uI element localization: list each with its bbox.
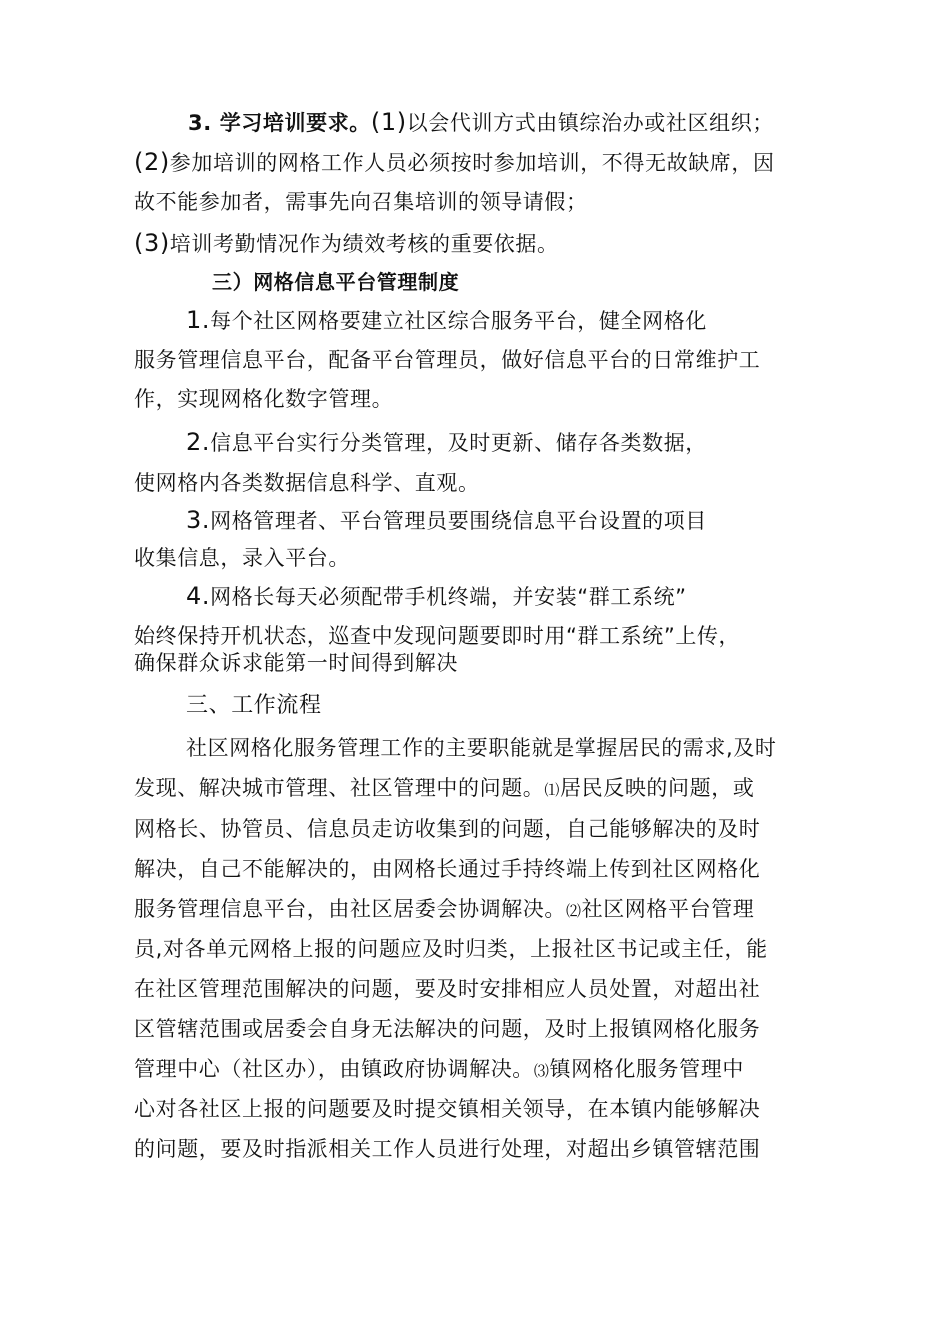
paragraph-text: 发现、解决城市管理、社区管理中的问题。	[134, 776, 545, 800]
workflow-line-4: 解决，自己不能解决的，由网格长通过手持终端上传到社区网格化	[134, 857, 761, 881]
item-number: 1.	[186, 306, 211, 334]
section-heading: 三、工作流程	[186, 693, 322, 718]
platform-item-1-line-1	[186, 306, 707, 335]
paragraph-text: 居民反映的问题，或	[560, 776, 755, 800]
paragraph-text: 培训考勤情况作为绩效考核的重要依据。	[169, 232, 559, 256]
platform-item-1-line-3: 作，实现网格化数字管理。	[134, 387, 394, 411]
item-marker: ⑶	[533, 1062, 550, 1080]
section-heading: 三）网格信息平台管理制度	[212, 270, 460, 294]
paragraph-text: 以会代训方式由镇综治办或社区组织；	[406, 111, 774, 135]
paragraph-text: 每个社区网格要建立社区综合服务平台，健全网格化	[210, 309, 707, 333]
paragraph-text: 管理中心（社区办），由镇政府协调解决。	[134, 1057, 534, 1081]
platform-item-2-line-2: 使网格内各类数据信息科学、直观。	[134, 471, 480, 495]
paragraph-text: 服务管理信息平台，由社区居委会协调解决。	[134, 897, 566, 921]
training-requirements-line-3	[134, 188, 588, 216]
item-marker: ⑵	[566, 902, 582, 920]
workflow-line-3: 网格长、协管员、信息员走访收集到的问题，自己能够解决的及时	[134, 817, 761, 841]
item-number: (2)	[134, 148, 170, 176]
training-requirements-line-2	[134, 148, 775, 177]
paragraph-text: 故不能参加者，需事先向召集培训的领导请假；	[134, 190, 588, 214]
item-number: (3)	[134, 229, 170, 257]
platform-item-3-line-2: 收集信息，录入平台。	[134, 546, 350, 570]
paragraph-text: 参加培训的网格工作人员必须按时参加培训，不得无故缺席，因	[169, 151, 775, 175]
workflow-line-5	[134, 895, 754, 925]
training-requirements-line-4	[134, 229, 559, 258]
training-requirements-line-1	[188, 108, 774, 137]
paragraph-text: 网格长每天必须配带手机终端，并安装“群工系统”	[210, 585, 687, 609]
paragraph-text: 信息平台实行分类管理，及时更新、储存各类数据，	[210, 431, 707, 455]
platform-item-2-line-1	[186, 428, 707, 457]
workflow-line-8: 区管辖范围或居委会自身无法解决的问题，及时上报镇网格化服务	[134, 1017, 761, 1041]
workflow-line-11: 的问题，要及时指派相关工作人员进行处理，对超出乡镇管辖范围	[134, 1137, 761, 1161]
workflow-line-6: 员,对各单元网格上报的问题应及时归类，上报社区书记或主任，能	[134, 937, 768, 961]
paragraph-text: 镇网格化服务管理中	[549, 1057, 744, 1081]
item-number: 3.	[186, 506, 211, 534]
platform-item-4-line-3: 确保群众诉求能第一时间得到解决	[134, 651, 458, 675]
platform-item-1-line-2: 服务管理信息平台，配备平台管理员，做好信息平台的日常维护工	[134, 348, 761, 372]
platform-item-3-line-1	[186, 506, 707, 535]
item-marker: ⑴	[544, 781, 561, 799]
workflow-line-2	[134, 774, 754, 804]
workflow-line-10: 心对各社区上报的问题要及时提交镇相关领导，在本镇内能够解决	[134, 1097, 761, 1121]
training-requirements-lead: 3. 学习培训要求。	[188, 111, 371, 135]
platform-item-4-line-1	[186, 582, 687, 611]
workflow-line-1: 社区网格化服务管理工作的主要职能就是掌握居民的需求,及时	[186, 736, 777, 760]
workflow-line-7: 在社区管理范围解决的问题，要及时安排相应人员处置，对超出社	[134, 977, 761, 1001]
platform-item-4-line-2: 始终保持开机状态，巡查中发现问题要即时用“群工系统”上传，	[134, 624, 741, 648]
item-number: (1)	[370, 108, 407, 136]
item-number: 4.	[186, 582, 211, 610]
workflow-line-9	[134, 1055, 744, 1085]
paragraph-text: 网格管理者、平台管理员要围绕信息平台设置的项目	[210, 509, 707, 533]
paragraph-text: 社区网格平台管理	[581, 897, 755, 921]
item-number: 2.	[186, 428, 211, 456]
